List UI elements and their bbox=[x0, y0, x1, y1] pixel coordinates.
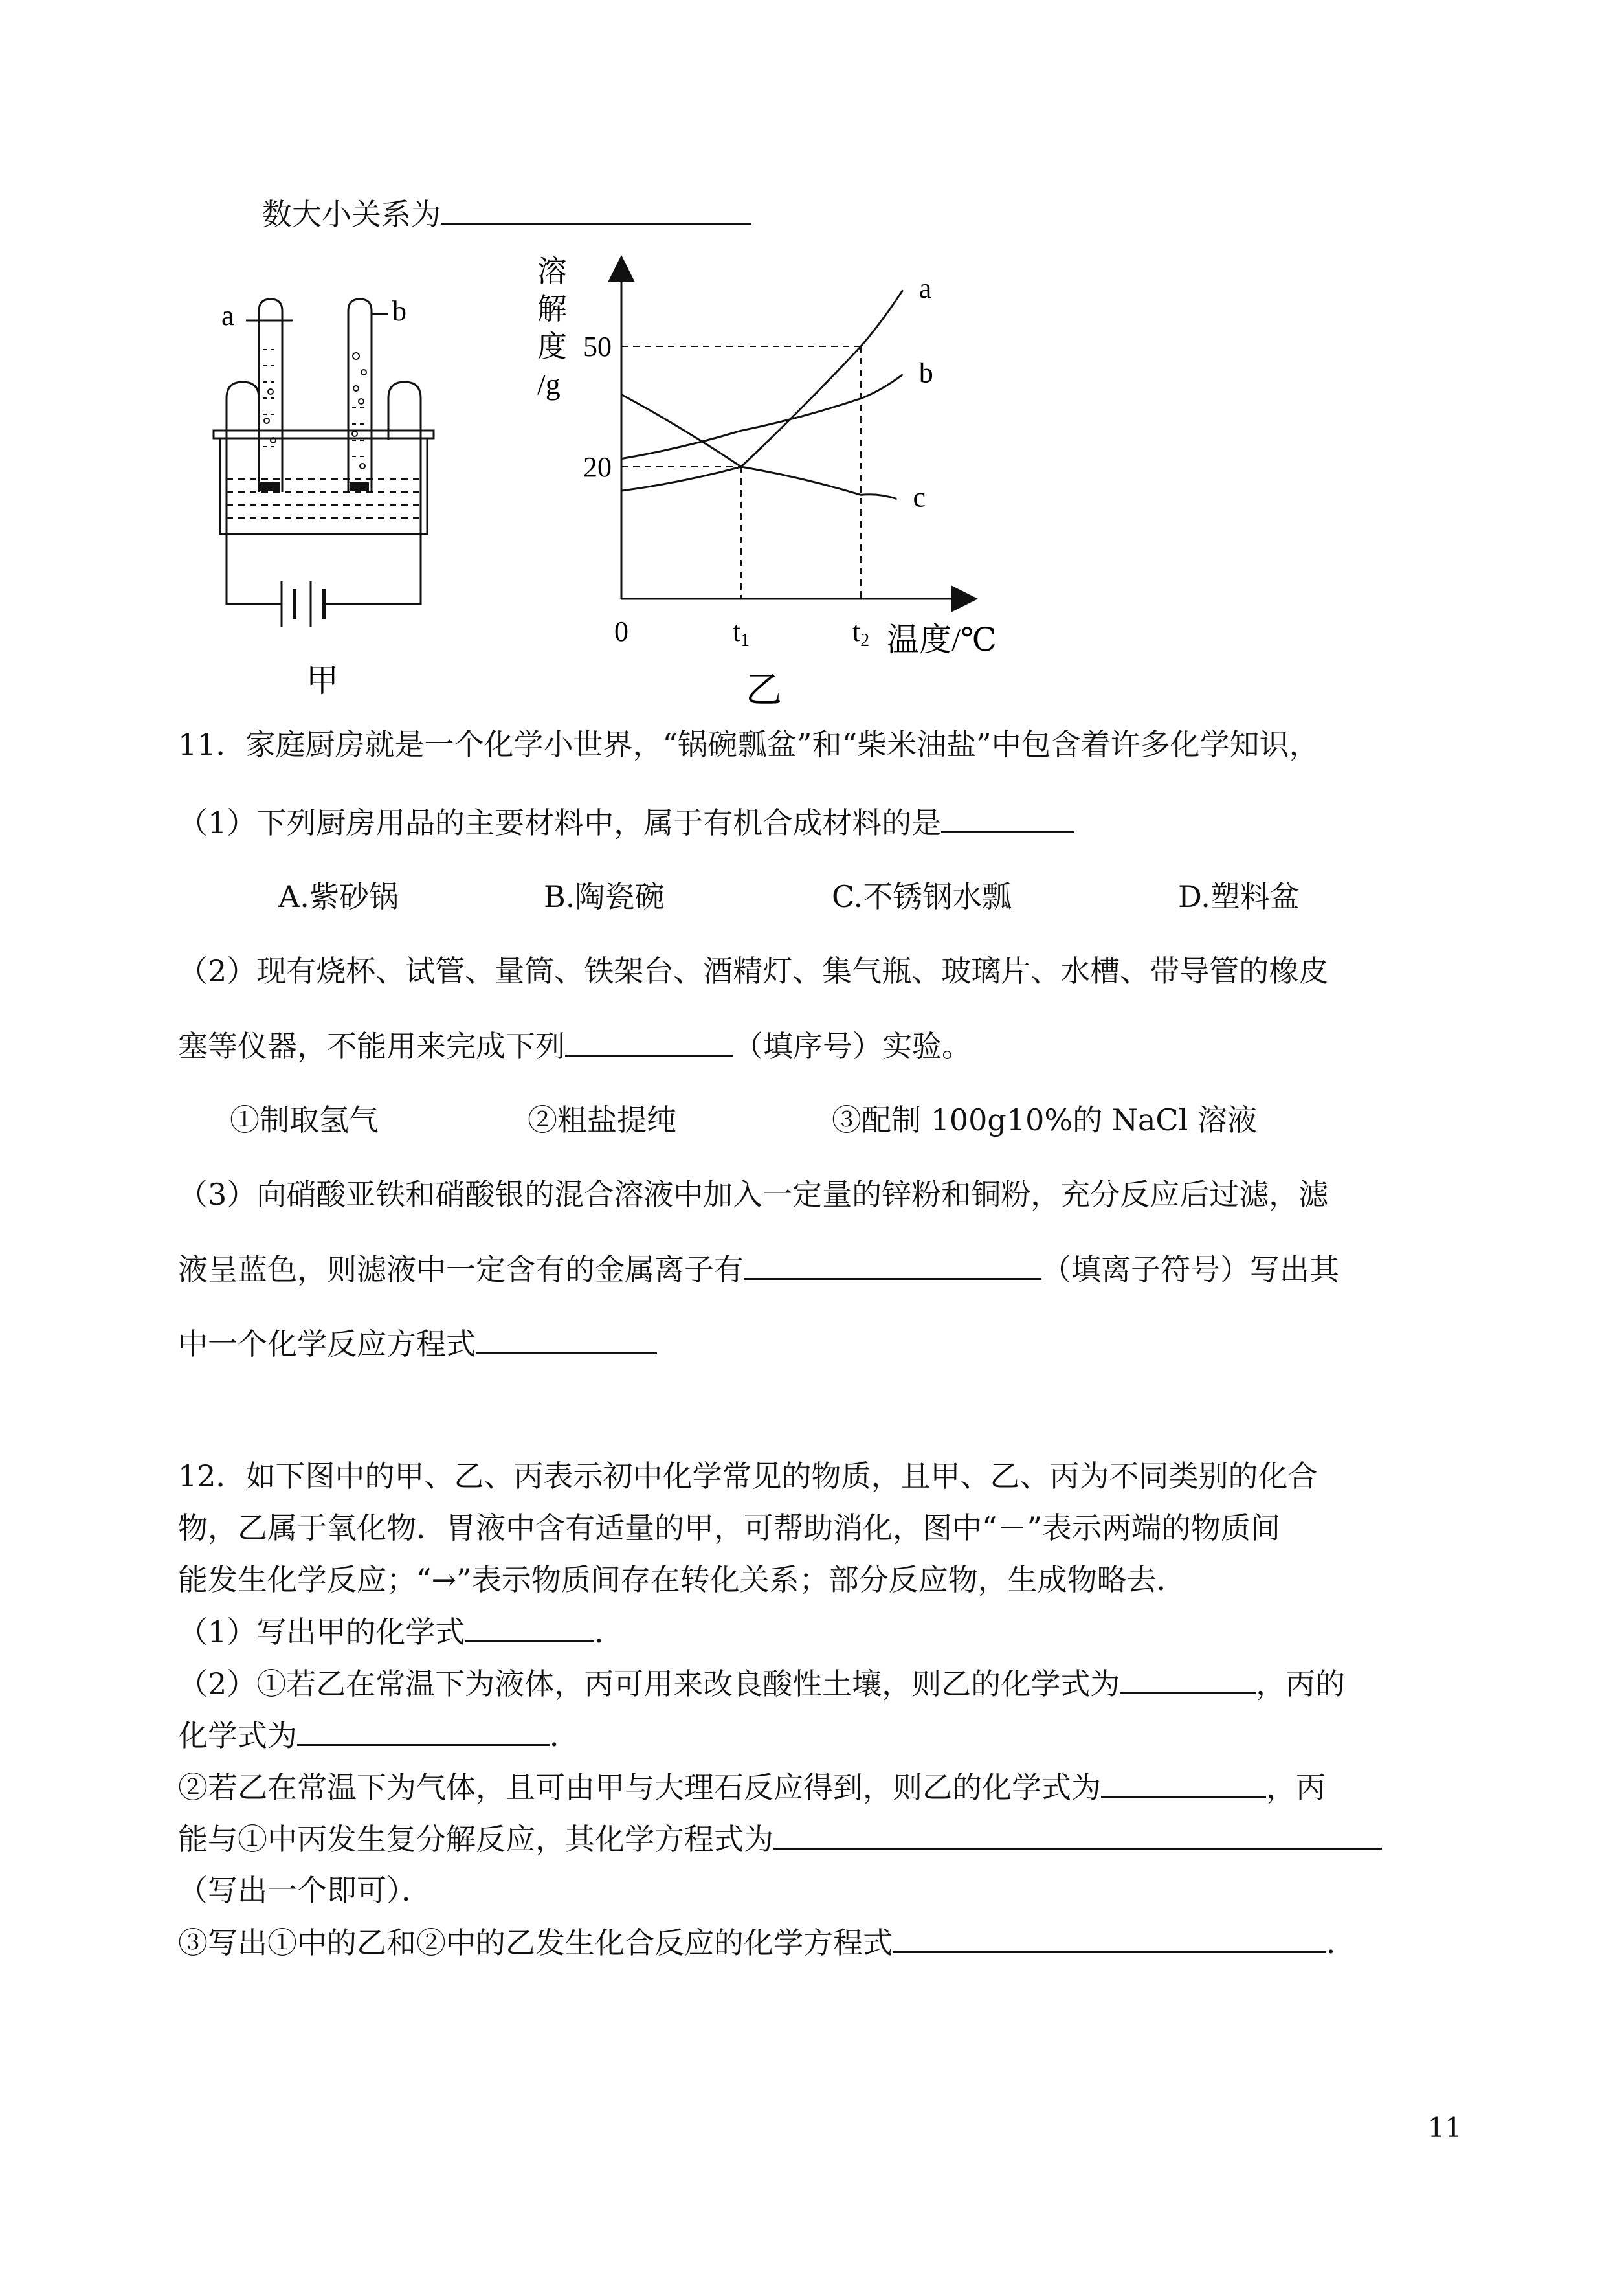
curve-label-a: a bbox=[918, 273, 932, 305]
q12-line5 bbox=[178, 1664, 1345, 1703]
x-axis-label: 温度/℃ bbox=[887, 621, 997, 658]
curve-label-c: c bbox=[913, 481, 926, 513]
q12-line7 bbox=[178, 1767, 1326, 1807]
answer-blank[interactable] bbox=[565, 1026, 733, 1057]
q12-line8-text: 能与①中丙发生复分解反应，其化学方程式为 bbox=[178, 1822, 773, 1857]
y-axis-label-char: 度 bbox=[537, 330, 567, 363]
q11-stem: 11．家庭厨房就是一个化学小世界，“锅碗瓢盆”和“柴米油盐”中包含着许多化学知识， bbox=[178, 727, 1319, 762]
q11-p3-line3 bbox=[178, 1324, 657, 1363]
figure-yi-caption: 乙 bbox=[746, 671, 782, 711]
q11-p2-item-3: ③配制 100g10%的 NaCl 溶液 bbox=[832, 1102, 1257, 1137]
q11-option-a: A.紫砂锅 bbox=[278, 879, 399, 914]
answer-blank[interactable] bbox=[297, 1716, 550, 1746]
q11-p1-text: （1）下列厨房用品的主要材料中，属于有机合成材料的是 bbox=[178, 805, 942, 840]
y-axis-label-char: 解 bbox=[537, 293, 567, 326]
q12-line2: 物，乙属于氧化物．胃液中含有适量的甲，可帮助消化，图中“－”表示两端的物质间 bbox=[178, 1510, 1281, 1545]
answer-blank[interactable] bbox=[476, 1324, 657, 1354]
q11-p3-line1: （3）向硝酸亚铁和硝酸银的混合溶液中加入一定量的锌粉和铜粉，充分反应后过滤，滤 bbox=[178, 1177, 1329, 1212]
answer-blank[interactable] bbox=[941, 803, 1074, 833]
tube-a-label: a bbox=[221, 300, 234, 331]
q12-line1: 12．如下图中的甲、乙、丙表示初中化学常见的物质，且甲、乙、丙为不同类别的化合 bbox=[178, 1459, 1318, 1493]
q11-p3-line2 bbox=[178, 1249, 1339, 1289]
q11-p2-line2-b: （填序号）实验。 bbox=[733, 1029, 972, 1064]
q12-line10 bbox=[178, 1923, 1356, 1962]
x-tick-label: t2 bbox=[852, 616, 870, 651]
q11-p1 bbox=[178, 803, 1074, 842]
answer-blank[interactable] bbox=[441, 194, 751, 225]
q12-line4 bbox=[178, 1612, 624, 1651]
figure-yi-chart bbox=[518, 249, 1010, 715]
answer-blank[interactable] bbox=[744, 1249, 1041, 1280]
q12-line6-a: 化学式为 bbox=[178, 1718, 297, 1753]
answer-blank[interactable] bbox=[893, 1923, 1326, 1953]
q12-line10-b: ． bbox=[1326, 1925, 1356, 1960]
q12-line4-a: （1）写出甲的化学式 bbox=[178, 1615, 465, 1650]
q11-p3-line2-a: 液呈蓝色，则滤液中一定含有的金属离子有 bbox=[178, 1252, 744, 1287]
q11-p3-line2-b: （填离子符号）写出其 bbox=[1041, 1252, 1339, 1287]
q11-option-c: C.不锈钢水瓢 bbox=[832, 879, 1012, 914]
y-axis-label-char: 溶 bbox=[537, 255, 567, 288]
answer-blank[interactable] bbox=[465, 1612, 594, 1642]
x-tick-label: t1 bbox=[732, 616, 750, 651]
origin-label: 0 bbox=[614, 616, 628, 647]
solubility-curve-a bbox=[621, 290, 903, 491]
q12-line10-a: ③写出①中的乙和②中的乙发生化合反应的化学方程式 bbox=[178, 1925, 893, 1960]
q12-line6 bbox=[178, 1716, 579, 1755]
q12-line6-b: ． bbox=[550, 1718, 579, 1753]
q12-line4-b: ． bbox=[594, 1615, 625, 1650]
figure-jia-caption: 甲 bbox=[306, 662, 339, 699]
answer-blank[interactable] bbox=[1120, 1664, 1256, 1694]
q11-p2-item-2: ②粗盐提纯 bbox=[528, 1102, 676, 1137]
answer-blank[interactable] bbox=[773, 1819, 1382, 1850]
top-line-text: 数大小关系为 bbox=[262, 197, 441, 232]
q12-line8 bbox=[178, 1819, 1382, 1859]
q12-line5-b: ，丙的 bbox=[1256, 1666, 1346, 1701]
q12-line5-a: （2）①若乙在常温下为液体，丙可用来改良酸性土壤，则乙的化学式为 bbox=[178, 1666, 1120, 1701]
q12-line9: （写出一个即可）． bbox=[178, 1873, 431, 1908]
q11-p2-line1: （2）现有烧杯、试管、量筒、铁架台、酒精灯、集气瓶、玻璃片、水槽、带导管的橡皮 bbox=[178, 954, 1329, 989]
tube-b-label: b bbox=[392, 295, 406, 327]
curve-label-b: b bbox=[918, 357, 933, 389]
q12-line3: 能发生化学反应；“→”表示物质间存在转化关系；部分反应物，生成物略去． bbox=[178, 1562, 1186, 1597]
y-tick-label: 20 bbox=[583, 451, 612, 483]
q11-option-d: D.塑料盆 bbox=[1178, 879, 1300, 914]
q12-line7-a: ②若乙在常温下为气体，且可由甲与大理石反应得到，则乙的化学式为 bbox=[178, 1770, 1101, 1805]
y-tick-label: 50 bbox=[583, 331, 612, 363]
q11-p2-item-1: ①制取氢气 bbox=[230, 1102, 379, 1137]
solubility-curve-c bbox=[621, 394, 897, 498]
top-line bbox=[262, 194, 751, 234]
y-axis-label-char: /g bbox=[537, 368, 561, 401]
answer-blank[interactable] bbox=[1101, 1767, 1266, 1798]
q11-p2-line2-a: 塞等仪器，不能用来完成下列 bbox=[178, 1029, 565, 1064]
figure-jia bbox=[175, 285, 473, 712]
q11-p2-line2 bbox=[178, 1026, 972, 1066]
page-number: 11 bbox=[1427, 2112, 1462, 2143]
q11-p3-line3-text: 中一个化学反应方程式 bbox=[178, 1326, 476, 1361]
q12-line7-b: ，丙 bbox=[1266, 1770, 1326, 1805]
q11-option-b: B.陶瓷碗 bbox=[544, 879, 665, 914]
